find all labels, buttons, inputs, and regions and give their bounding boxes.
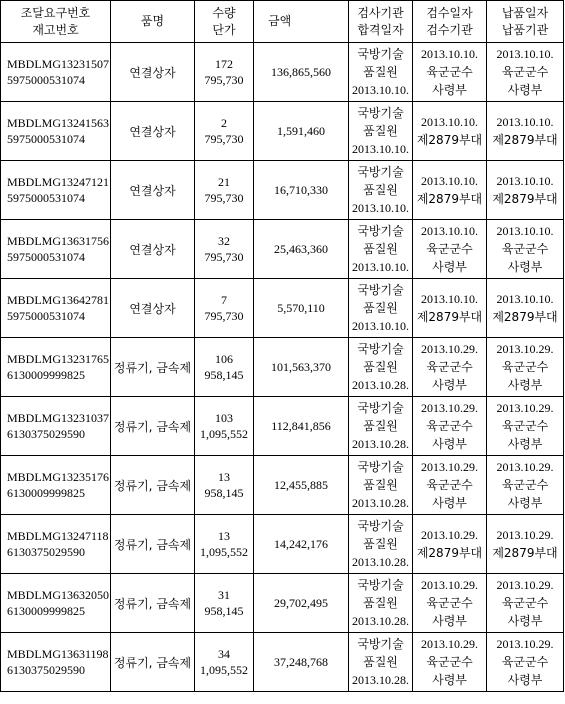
acceptance-cell	[413, 397, 487, 456]
acceptance-line: 육군군수	[426, 360, 473, 374]
delivery-line: 육군군수	[501, 419, 549, 433]
request-number: MBDLMG13231765	[7, 352, 110, 366]
inspection-line: 국방기술	[357, 637, 404, 651]
delivery-line: 2013.10.29.	[496, 401, 554, 415]
delivery-line: 제2879부대	[492, 192, 558, 206]
amount: 25,463,360	[254, 220, 349, 279]
quantity-unit-cell	[195, 43, 254, 102]
acceptance-line: 2013.10.10.	[421, 174, 478, 188]
item-name: 연결상자	[111, 220, 195, 279]
inspection-line: 2013.10.28.	[352, 378, 409, 392]
acceptance-line: 육군군수	[426, 655, 473, 669]
item-name: 연결상자	[111, 161, 195, 220]
request-stock-cell	[1, 515, 111, 574]
acceptance-line: 육군군수	[426, 242, 473, 256]
delivery-cell	[487, 456, 564, 515]
inspection-line: 국방기술	[357, 519, 404, 533]
quantity-unit-cell	[195, 633, 254, 692]
acceptance-line: 2013.10.10.	[421, 224, 478, 238]
delivery-line: 육군군수	[501, 596, 549, 610]
acceptance-line: 사령부	[432, 437, 467, 451]
inspection-line: 2013.10.28.	[352, 496, 409, 510]
amount: 12,455,885	[254, 456, 349, 515]
acceptance-line: 사령부	[432, 260, 467, 274]
delivery-cell	[487, 279, 564, 338]
request-stock-cell	[1, 220, 111, 279]
acceptance-line: 사령부	[432, 378, 467, 392]
request-stock-cell	[1, 279, 111, 338]
acceptance-cell	[413, 574, 487, 633]
delivery-cell	[487, 515, 564, 574]
quantity: 106	[215, 352, 233, 366]
quantity-unit-cell	[195, 515, 254, 574]
unit-price: 795,730	[204, 73, 244, 87]
stock-number: 5975000531074	[7, 250, 85, 264]
acceptance-line: 육군군수	[426, 65, 473, 79]
stock-number: 6130009999825	[7, 604, 85, 618]
delivery-line: 육군군수	[501, 655, 549, 669]
inspection-line: 품질원	[363, 478, 398, 492]
delivery-line: 2013.10.29.	[496, 342, 554, 356]
delivery-line: 사령부	[507, 260, 543, 274]
table-row	[1, 338, 564, 397]
request-number: MBDLMG13631756	[7, 234, 110, 248]
inspection-line: 품질원	[363, 124, 398, 138]
inspection-cell	[349, 515, 413, 574]
inspection-line: 품질원	[363, 537, 398, 551]
acceptance-line: 제2879부대	[416, 310, 483, 324]
inspection-line: 2013.10.28.	[352, 673, 409, 687]
item-name: 연결상자	[111, 43, 195, 102]
delivery-line: 사령부	[507, 83, 543, 97]
request-stock-cell	[1, 102, 111, 161]
amount: 14,242,176	[254, 515, 349, 574]
request-number: MBDLMG13247118	[7, 529, 109, 543]
acceptance-line: 육군군수	[426, 419, 473, 433]
inspection-line: 품질원	[363, 419, 398, 433]
inspection-cell	[349, 574, 413, 633]
table-row	[1, 633, 564, 692]
acceptance-line: 2013.10.29.	[421, 342, 478, 356]
inspection-line: 품질원	[363, 242, 398, 256]
quantity: 103	[215, 411, 233, 425]
table-row	[1, 279, 564, 338]
acceptance-line: 2013.10.29.	[421, 578, 478, 592]
header-request-stock-number	[1, 1, 111, 43]
item-name: 정류기, 금속제	[111, 397, 195, 456]
delivery-line: 2013.10.10.	[496, 174, 554, 188]
header-row	[1, 1, 564, 43]
stock-number: 6130009999825	[7, 368, 85, 382]
delivery-cell	[487, 43, 564, 102]
amount: 16,710,330	[254, 161, 349, 220]
delivery-line: 사령부	[507, 437, 543, 451]
inspection-line: 국방기술	[357, 165, 404, 179]
header-amount: 금액	[254, 1, 349, 43]
quantity: 172	[215, 57, 233, 71]
quantity-unit-cell	[195, 102, 254, 161]
item-name: 정류기, 금속제	[111, 338, 195, 397]
acceptance-line: 사령부	[432, 673, 467, 687]
quantity: 21	[218, 175, 230, 189]
acceptance-line: 육군군수	[426, 478, 473, 492]
acceptance-line: 2013.10.10.	[421, 115, 478, 129]
header-inspection-agency: 검사기관	[357, 5, 404, 20]
inspection-line: 국방기술	[357, 460, 404, 474]
inspection-line: 국방기술	[357, 224, 404, 238]
unit-price: 1,095,552	[200, 663, 248, 677]
request-stock-cell	[1, 161, 111, 220]
quantity-unit-cell	[195, 397, 254, 456]
quantity-unit-cell	[195, 161, 254, 220]
inspection-cell	[349, 161, 413, 220]
table-row	[1, 43, 564, 102]
delivery-line: 제2879부대	[492, 133, 558, 147]
table-row	[1, 220, 564, 279]
header-pass-date: 합격일자	[357, 22, 404, 37]
header-delivery-date: 납품일자	[501, 5, 549, 20]
request-number: MBDLMG13631198	[7, 647, 109, 661]
header-inspection	[349, 1, 413, 43]
header-delivery	[487, 1, 564, 43]
stock-number: 6130375029590	[7, 427, 85, 441]
unit-price: 958,145	[204, 486, 244, 500]
quantity-unit-cell	[195, 279, 254, 338]
unit-price: 1,095,552	[200, 427, 248, 441]
quantity: 32	[218, 234, 230, 248]
acceptance-line: 2013.10.10.	[421, 292, 478, 306]
header-acceptance-date: 검수일자	[426, 5, 473, 20]
inspection-line: 국방기술	[357, 47, 404, 61]
acceptance-cell	[413, 279, 487, 338]
inspection-line: 품질원	[363, 360, 398, 374]
inspection-line: 2013.10.28.	[352, 437, 409, 451]
delivery-line: 제2879부대	[492, 546, 558, 560]
acceptance-cell	[413, 633, 487, 692]
inspection-line: 품질원	[363, 655, 398, 669]
amount: 29,702,495	[254, 574, 349, 633]
header-item-name: 품명	[111, 1, 195, 43]
inspection-line: 2013.10.10.	[352, 83, 409, 97]
delivery-line: 사령부	[507, 378, 543, 392]
inspection-line: 국방기술	[357, 342, 404, 356]
unit-price: 795,730	[204, 191, 244, 205]
delivery-line: 2013.10.29.	[496, 578, 554, 592]
delivery-cell	[487, 220, 564, 279]
delivery-line: 육군군수	[501, 242, 549, 256]
header-acceptance-agency: 검수기관	[426, 22, 473, 37]
amount: 5,570,110	[254, 279, 349, 338]
unit-price: 795,730	[204, 132, 244, 146]
inspection-line: 품질원	[363, 596, 398, 610]
unit-price: 958,145	[204, 604, 244, 618]
item-name: 정류기, 금속제	[111, 456, 195, 515]
item-name: 정류기, 금속제	[111, 515, 195, 574]
acceptance-line: 사령부	[432, 83, 467, 97]
request-stock-cell	[1, 456, 111, 515]
header-quantity-unit-price	[195, 1, 254, 43]
table-row	[1, 456, 564, 515]
amount: 101,563,370	[254, 338, 349, 397]
request-number: MBDLMG13247121	[7, 175, 110, 189]
inspection-line: 국방기술	[357, 106, 404, 120]
inspection-line: 2013.10.28.	[352, 614, 409, 628]
stock-number: 6130375029590	[7, 545, 85, 559]
inspection-line: 2013.10.10.	[352, 319, 409, 333]
delivery-line: 육군군수	[501, 478, 549, 492]
amount: 136,865,560	[254, 43, 349, 102]
unit-price: 795,730	[204, 250, 244, 264]
inspection-line: 2013.10.28.	[352, 555, 409, 569]
inspection-cell	[349, 279, 413, 338]
stock-number: 5975000531074	[7, 73, 85, 87]
delivery-line: 2013.10.10.	[496, 115, 554, 129]
delivery-line: 2013.10.29.	[496, 528, 554, 542]
request-stock-cell	[1, 338, 111, 397]
quantity: 7	[221, 293, 227, 307]
unit-price: 795,730	[204, 309, 244, 323]
delivery-cell	[487, 102, 564, 161]
quantity-unit-cell	[195, 456, 254, 515]
acceptance-line: 사령부	[432, 496, 467, 510]
delivery-line: 육군군수	[501, 65, 549, 79]
delivery-line: 2013.10.29.	[496, 460, 554, 474]
delivery-cell	[487, 397, 564, 456]
acceptance-cell	[413, 161, 487, 220]
header-stock-number: 재고번호	[32, 22, 79, 37]
inspection-line: 국방기술	[357, 283, 404, 297]
header-request-number: 조달요구번호	[20, 5, 91, 20]
inspection-line: 품질원	[363, 65, 398, 79]
quantity-unit-cell	[195, 574, 254, 633]
acceptance-line: 2013.10.10.	[421, 47, 478, 61]
unit-price: 958,145	[204, 368, 244, 382]
inspection-cell	[349, 397, 413, 456]
stock-number: 6130009999825	[7, 486, 85, 500]
delivery-line: 사령부	[507, 614, 543, 628]
inspection-cell	[349, 633, 413, 692]
table-row	[1, 161, 564, 220]
request-stock-cell	[1, 574, 111, 633]
inspection-line: 2013.10.10.	[352, 142, 409, 156]
header-acceptance	[413, 1, 487, 43]
quantity: 2	[221, 116, 227, 130]
acceptance-cell	[413, 456, 487, 515]
acceptance-line: 육군군수	[426, 596, 473, 610]
inspection-cell	[349, 220, 413, 279]
delivery-cell	[487, 633, 564, 692]
request-number: MBDLMG13241563	[7, 116, 110, 130]
amount: 112,841,856	[254, 397, 349, 456]
inspection-line: 국방기술	[357, 401, 404, 415]
stock-number: 6130375029590	[7, 663, 85, 677]
inspection-cell	[349, 43, 413, 102]
stock-number: 5975000531074	[7, 132, 85, 146]
inspection-line: 품질원	[363, 301, 398, 315]
request-number: MBDLMG13231037	[7, 411, 110, 425]
acceptance-line: 2013.10.29.	[421, 401, 478, 415]
item-name: 정류기, 금속제	[111, 633, 195, 692]
acceptance-cell	[413, 102, 487, 161]
delivery-line: 2013.10.10.	[496, 292, 554, 306]
quantity: 13	[218, 470, 230, 484]
acceptance-cell	[413, 515, 487, 574]
acceptance-cell	[413, 43, 487, 102]
acceptance-cell	[413, 338, 487, 397]
request-stock-cell	[1, 397, 111, 456]
acceptance-line: 제2879부대	[416, 133, 483, 147]
quantity-unit-cell	[195, 338, 254, 397]
inspection-line: 품질원	[363, 183, 398, 197]
acceptance-line: 2013.10.29.	[421, 637, 478, 651]
stock-number: 5975000531074	[7, 309, 85, 323]
quantity: 13	[218, 529, 230, 543]
table-row	[1, 574, 564, 633]
table-body	[1, 43, 564, 692]
acceptance-line: 사령부	[432, 614, 467, 628]
request-number: MBDLMG13632050	[7, 588, 110, 602]
table-row	[1, 397, 564, 456]
unit-price: 1,095,552	[200, 545, 248, 559]
quantity: 31	[218, 588, 230, 602]
inspection-cell	[349, 102, 413, 161]
header-delivery-agency: 납품기관	[501, 22, 549, 37]
quantity: 34	[218, 647, 230, 661]
inspection-line: 2013.10.10.	[352, 201, 409, 215]
acceptance-cell	[413, 220, 487, 279]
item-name: 연결상자	[111, 102, 195, 161]
delivery-cell	[487, 161, 564, 220]
inspection-cell	[349, 338, 413, 397]
request-stock-cell	[1, 633, 111, 692]
acceptance-line: 2013.10.29.	[421, 460, 478, 474]
request-number: MBDLMG13642781	[7, 293, 110, 307]
request-number: MBDLMG13235176	[7, 470, 110, 484]
delivery-cell	[487, 338, 564, 397]
delivery-line: 제2879부대	[492, 310, 558, 324]
header-unit-price: 단가	[212, 22, 236, 37]
item-name: 정류기, 금속제	[111, 574, 195, 633]
delivery-line: 사령부	[507, 496, 543, 510]
delivery-line: 사령부	[507, 673, 543, 687]
quantity-unit-cell	[195, 220, 254, 279]
acceptance-line: 제2879부대	[416, 546, 483, 560]
amount: 37,248,768	[254, 633, 349, 692]
inspection-line: 국방기술	[357, 578, 404, 592]
acceptance-line: 2013.10.29.	[421, 528, 478, 542]
acceptance-line: 제2879부대	[416, 192, 483, 206]
delivery-line: 2013.10.29.	[496, 637, 554, 651]
inspection-cell	[349, 456, 413, 515]
request-number: MBDLMG13231507	[7, 57, 110, 71]
delivery-line: 2013.10.10.	[496, 47, 554, 61]
inspection-line: 2013.10.10.	[352, 260, 409, 274]
item-name: 연결상자	[111, 279, 195, 338]
delivery-line: 2013.10.10.	[496, 224, 554, 238]
table-row	[1, 515, 564, 574]
delivery-cell	[487, 574, 564, 633]
stock-number: 5975000531074	[7, 191, 85, 205]
request-stock-cell	[1, 43, 111, 102]
amount: 1,591,460	[254, 102, 349, 161]
delivery-line: 육군군수	[501, 360, 549, 374]
table-row	[1, 102, 564, 161]
header-quantity: 수량	[212, 5, 236, 20]
